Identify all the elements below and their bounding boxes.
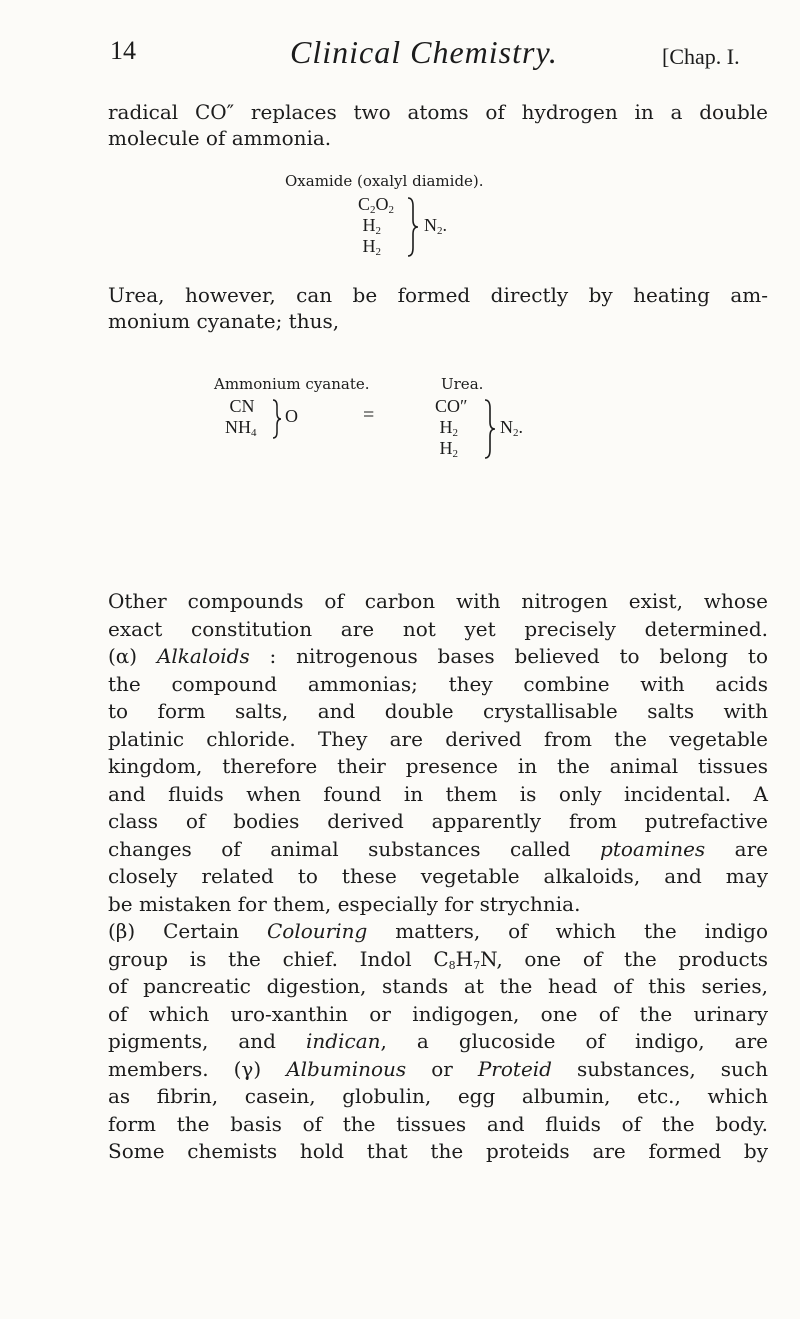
equals-sign: = (363, 404, 375, 426)
text-line: exact constitution are not yet precisely determined. (108, 616, 768, 641)
text-line: of pancreatic digestion, stands at the head of this series, (108, 974, 768, 998)
running-title: Clinical Chemistry. (290, 34, 558, 70)
ammonium-cyanate-formula (225, 396, 257, 438)
main-paragraph (108, 588, 768, 1166)
oxamide-result: $N_2$. (424, 215, 447, 237)
text-line: the compound ammonias; they combine with acids (108, 671, 768, 696)
oxamide-caption: Oxamide (oxalyl diamide). (285, 172, 484, 190)
text-line: monium cyanate; thus, (108, 308, 340, 333)
right-brace-icon (406, 196, 420, 258)
chapter-marker: [Chap. I. (662, 44, 740, 69)
formula-row: $H_2$ (358, 236, 381, 258)
text-line: Other compounds of carbon with nitrogen exist, whose (108, 589, 768, 613)
formula-row: $H_2$ (358, 215, 381, 237)
text-line: (β) Certain Colouring matters, of which the indigo (108, 919, 769, 943)
page-header (0, 34, 800, 74)
text-line: members. (γ) Albuminous or Proteid substances, such (108, 1056, 768, 1081)
intro-paragraph (108, 100, 768, 151)
urea-caption: Urea. (441, 375, 484, 393)
right-brace-icon (271, 398, 283, 440)
ammonium-cyanate-result: O (285, 406, 298, 426)
right-brace-icon (483, 398, 497, 460)
text-line: of which uro-xanthin or indigogen, one of the urinary (108, 1001, 768, 1026)
formula-row: $H_2$ (435, 438, 458, 460)
text-line: Some chemists hold that the proteids are formed by (108, 1139, 768, 1163)
text-line: pigments, and indican, a glucoside of indigo, are (108, 1029, 768, 1053)
text-line: radical CO″ replaces two atoms of hydrogen in a double (108, 100, 768, 124)
text-line: to form salts, and double crystallisable salts with (108, 699, 768, 723)
text-line: changes of animal substances called ptoamines are (108, 836, 768, 861)
formula-row: $NH_4$ (225, 417, 257, 439)
text-line: (α) Alkaloids : nitrogenous bases believed to belong to (108, 644, 769, 668)
text-line: group is the chief. Indol $C_8H_7N$, one of the products (108, 946, 768, 972)
text-line: form the basis of the tissues and fluids of the body. (108, 1111, 768, 1136)
text-line: platinic chloride. They are derived from the vegetable (108, 726, 768, 751)
text-line: and fluids when found in them is only incidental. A (108, 781, 768, 806)
text-line: be mistaken for them, especially for strychnia. (108, 891, 581, 916)
formula-row: $C_2O_2$ (358, 194, 395, 216)
urea-paragraph (108, 283, 768, 334)
page-number: 14 (110, 36, 136, 65)
formula-row: $H_2$ (435, 417, 458, 439)
formula-row: CO″ (435, 396, 468, 416)
text-line: molecule of ammonia. (108, 125, 332, 150)
text-line: as fibrin, casein, globulin, egg albumin, etc., which (108, 1084, 768, 1108)
text-line: class of bodies derived apparently from putrefactive (108, 809, 768, 833)
text-line: closely related to these vegetable alkaloids, and may (108, 864, 768, 888)
text-line: kingdom, therefore their presence in the animal tissues (108, 754, 768, 778)
urea-formula (435, 396, 468, 459)
ammonium-cyanate-caption: Ammonium cyanate. (214, 375, 370, 393)
urea-result: $N_2$. (500, 417, 523, 439)
text-line: Urea, however, can be formed directly by heating am- (108, 283, 768, 307)
oxamide-formula (358, 194, 394, 257)
formula-row: CN (225, 396, 255, 416)
